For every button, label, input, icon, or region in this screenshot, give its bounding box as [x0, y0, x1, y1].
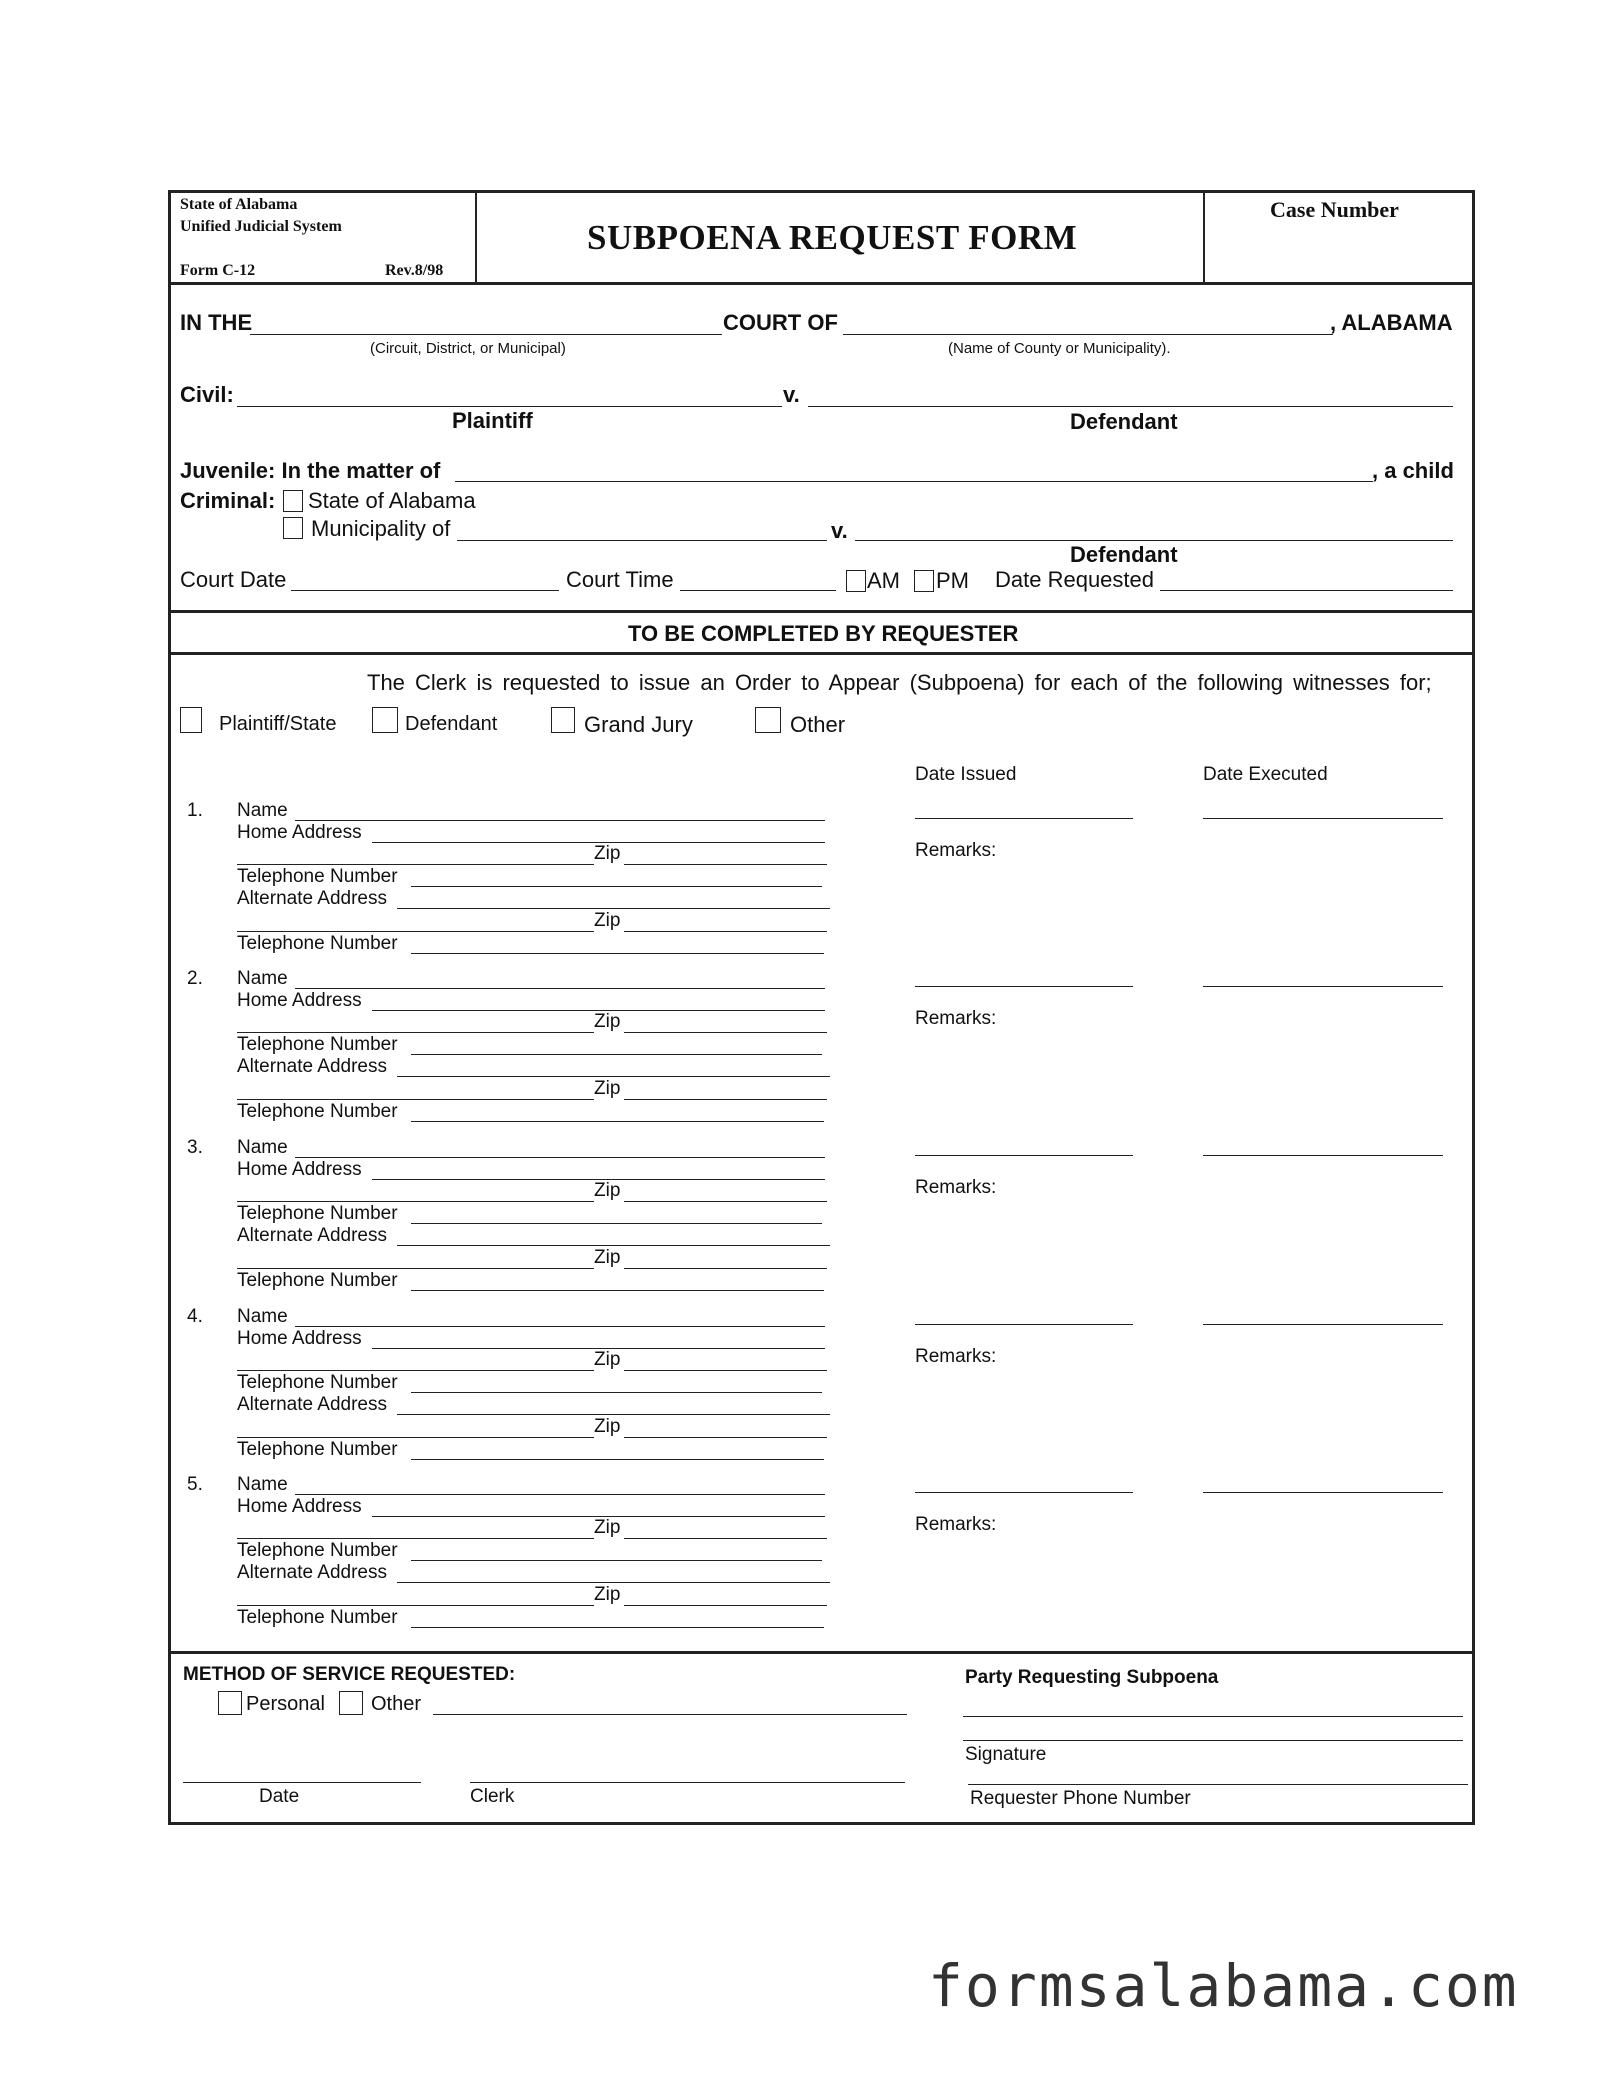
witness-zip-line[interactable]	[624, 864, 827, 865]
criminal-label: Criminal:	[180, 488, 276, 513]
county-line[interactable]	[843, 334, 1333, 335]
state-label: State of Alabama	[180, 196, 298, 213]
witness-number: 5.	[187, 1474, 203, 1495]
witness-number: 4.	[187, 1306, 203, 1327]
date-executed-line[interactable]	[1203, 986, 1443, 987]
witness-alt-zip-line[interactable]	[624, 1437, 827, 1438]
civil-v-label: v.	[783, 382, 800, 407]
witness-telephone-line[interactable]	[411, 1560, 822, 1561]
criminal-v-label: v.	[831, 518, 848, 543]
witness-alt-zip-line[interactable]	[624, 1605, 827, 1606]
witness-home-address-line-2[interactable]	[237, 1201, 594, 1202]
pm-checkbox[interactable]	[914, 570, 934, 592]
witness-alt-telephone-line[interactable]	[411, 1121, 824, 1122]
grand-jury-label: Grand Jury	[584, 712, 693, 737]
header-divider-right	[1203, 192, 1205, 282]
witness-zip-label: Zip	[594, 1349, 621, 1370]
witness-number: 1.	[187, 800, 203, 821]
witness-home-address-label: Home Address	[237, 1328, 362, 1349]
date-requested-line[interactable]	[1160, 590, 1453, 591]
witness-remarks-label: Remarks:	[915, 840, 997, 861]
other-service-line[interactable]	[433, 1714, 907, 1715]
requester-intro: The Clerk is requested to issue an Order to Appear (Subpoena) for each of the following witnesses for;	[367, 670, 1432, 695]
witness-alt-zip-line[interactable]	[624, 1099, 827, 1100]
am-checkbox[interactable]	[846, 570, 866, 592]
service-title: METHOD OF SERVICE REQUESTED:	[183, 1664, 516, 1685]
date-issued-line[interactable]	[915, 1492, 1133, 1493]
witness-alt-telephone-line[interactable]	[411, 1290, 824, 1291]
witness-zip-line[interactable]	[624, 1201, 827, 1202]
witness-alternate-address-label: Alternate Address	[237, 1225, 387, 1246]
witness-telephone-label: Telephone Number	[237, 1034, 398, 1055]
witness-number: 3.	[187, 1137, 203, 1158]
witness-remarks-label: Remarks:	[915, 1177, 997, 1198]
criminal-defendant-line[interactable]	[855, 540, 1453, 541]
clerk-line[interactable]	[470, 1782, 905, 1783]
witness-telephone-label: Telephone Number	[237, 1203, 398, 1224]
municipality-label: Municipality of	[311, 516, 451, 541]
plaintiff-caption: Plaintiff	[452, 408, 533, 433]
date-issued-line[interactable]	[915, 1324, 1133, 1325]
party-requesting-line[interactable]	[963, 1716, 1463, 1717]
service-date-label: Date	[259, 1786, 300, 1807]
witness-alt-zip-label: Zip	[594, 1078, 621, 1099]
witness-name-line[interactable]	[295, 1157, 825, 1158]
civil-label: Civil:	[180, 382, 234, 407]
other-service-label: Other	[371, 1693, 422, 1715]
date-executed-line[interactable]	[1203, 1492, 1443, 1493]
witness-telephone-label: Telephone Number	[237, 866, 398, 887]
requester-top-rule	[168, 610, 1475, 613]
court-date-line[interactable]	[291, 590, 559, 591]
date-issued-line[interactable]	[915, 818, 1133, 819]
witness-alternate-address-line[interactable]	[397, 1414, 830, 1415]
municipality-checkbox[interactable]	[283, 517, 303, 539]
witness-alternate-address-line-2[interactable]	[237, 1437, 594, 1438]
personal-label: Personal	[246, 1693, 325, 1715]
plaintiff-line[interactable]	[237, 406, 782, 407]
municipality-line[interactable]	[457, 540, 827, 541]
witness-zip-label: Zip	[594, 1011, 621, 1032]
witness-home-address-line-2[interactable]	[237, 1538, 594, 1539]
date-executed-line[interactable]	[1203, 1324, 1443, 1325]
date-requested-label: Date Requested	[995, 567, 1154, 592]
criminal-defendant-caption: Defendant	[1070, 542, 1178, 567]
witness-name-line[interactable]	[295, 1326, 825, 1327]
witness-alternate-address-line-2[interactable]	[237, 931, 594, 932]
in-the-label: IN THE	[180, 310, 253, 335]
court-type-hint: (Circuit, District, or Municipal)	[370, 340, 566, 357]
phone-line[interactable]	[968, 1784, 1468, 1785]
witness-home-address-label: Home Address	[237, 1159, 362, 1180]
requester-section-title: TO BE COMPLETED BY REQUESTER	[628, 621, 1019, 646]
a-child-label: , a child	[1372, 458, 1454, 483]
witness-alternate-address-line[interactable]	[397, 1245, 830, 1246]
witness-alt-zip-label: Zip	[594, 1416, 621, 1437]
witness-alt-telephone-label: Telephone Number	[237, 1101, 398, 1122]
witness-name-label: Name	[237, 1137, 288, 1158]
state-of-alabama-label: State of Alabama	[308, 488, 476, 513]
signature-label: Signature	[965, 1744, 1047, 1765]
requester-phone-label: Requester Phone Number	[970, 1788, 1191, 1809]
witness-alt-telephone-line[interactable]	[411, 1459, 824, 1460]
other-option-checkbox[interactable]	[755, 707, 781, 733]
other-option-label: Other	[790, 712, 846, 737]
witness-zip-line[interactable]	[624, 1032, 827, 1033]
date-issued-header: Date Issued	[915, 764, 1017, 785]
witness-home-address-label: Home Address	[237, 822, 362, 843]
court-date-label: Court Date	[180, 567, 287, 592]
witness-alt-telephone-line[interactable]	[411, 953, 824, 954]
witness-telephone-line[interactable]	[411, 1054, 822, 1055]
date-executed-line[interactable]	[1203, 1155, 1443, 1156]
witness-alt-telephone-line[interactable]	[411, 1627, 824, 1628]
form-number: Form C-12	[180, 262, 256, 279]
witness-telephone-line[interactable]	[411, 1223, 822, 1224]
witness-telephone-label: Telephone Number	[237, 1372, 398, 1393]
witness-home-address-line-2[interactable]	[237, 1032, 594, 1033]
witness-alternate-address-label: Alternate Address	[237, 1394, 387, 1415]
witness-name-label: Name	[237, 1474, 288, 1495]
date-executed-header: Date Executed	[1203, 764, 1328, 785]
party-requesting-label: Party Requesting Subpoena	[965, 1667, 1219, 1688]
alabama-label: , ALABAMA	[1330, 310, 1453, 335]
witness-alternate-address-line[interactable]	[397, 908, 830, 909]
juvenile-line[interactable]	[455, 481, 1373, 482]
witness-alt-telephone-label: Telephone Number	[237, 933, 398, 954]
system-label: Unified Judicial System	[180, 218, 342, 235]
am-label: AM	[867, 568, 900, 593]
witness-name-line[interactable]	[295, 1494, 825, 1495]
witness-remarks-label: Remarks:	[915, 1346, 997, 1367]
witness-zip-line[interactable]	[624, 1538, 827, 1539]
witness-zip-label: Zip	[594, 1180, 621, 1201]
witness-alt-telephone-label: Telephone Number	[237, 1270, 398, 1291]
court-type-line[interactable]	[250, 334, 722, 335]
grand-jury-checkbox[interactable]	[551, 707, 575, 733]
plaintiff-state-label: Plaintiff/State	[219, 713, 337, 735]
witness-telephone-line[interactable]	[411, 1392, 822, 1393]
witness-zip-label: Zip	[594, 843, 621, 864]
date-issued-line[interactable]	[915, 986, 1133, 987]
form-title: SUBPOENA REQUEST FORM	[587, 218, 1078, 257]
plaintiff-state-checkbox[interactable]	[180, 707, 202, 733]
witness-alt-zip-label: Zip	[594, 1584, 621, 1605]
header-rule	[168, 282, 1475, 285]
witness-remarks-label: Remarks:	[915, 1008, 997, 1029]
witness-alt-zip-line[interactable]	[624, 1268, 827, 1269]
witness-telephone-label: Telephone Number	[237, 1540, 398, 1561]
case-number-label: Case Number	[1270, 197, 1399, 222]
defendant-checkbox[interactable]	[372, 707, 398, 733]
pm-label: PM	[936, 568, 969, 593]
witness-alternate-address-line[interactable]	[397, 1076, 830, 1077]
revision: Rev.8/98	[385, 262, 444, 279]
witness-alt-zip-label: Zip	[594, 1247, 621, 1268]
date-executed-line[interactable]	[1203, 818, 1443, 819]
witness-name-label: Name	[237, 800, 288, 821]
other-service-checkbox[interactable]	[339, 1691, 363, 1715]
court-time-line[interactable]	[680, 590, 836, 591]
witness-alternate-address-label: Alternate Address	[237, 1562, 387, 1583]
requester-title-rule	[168, 652, 1475, 655]
service-date-line[interactable]	[183, 1782, 421, 1783]
witness-alternate-address-line[interactable]	[397, 1582, 830, 1583]
witness-alternate-address-line-2[interactable]	[237, 1099, 594, 1100]
witness-zip-label: Zip	[594, 1517, 621, 1538]
witness-alternate-address-label: Alternate Address	[237, 1056, 387, 1077]
clerk-label: Clerk	[470, 1786, 515, 1807]
witness-name-label: Name	[237, 968, 288, 989]
witness-home-address-label: Home Address	[237, 1496, 362, 1517]
witness-name-label: Name	[237, 1306, 288, 1327]
defendant-caption: Defendant	[1070, 409, 1178, 434]
defendant-line[interactable]	[808, 406, 1453, 407]
county-hint: (Name of County or Municipality).	[948, 340, 1171, 357]
witness-zip-line[interactable]	[624, 1370, 827, 1371]
witness-home-address-label: Home Address	[237, 990, 362, 1011]
juvenile-label: Juvenile: In the matter of	[180, 458, 441, 483]
witness-name-line[interactable]	[295, 820, 825, 821]
witness-home-address-line-2[interactable]	[237, 1370, 594, 1371]
witness-name-line[interactable]	[295, 988, 825, 989]
witness-alternate-address-label: Alternate Address	[237, 888, 387, 909]
witness-alt-zip-line[interactable]	[624, 931, 827, 932]
witness-telephone-line[interactable]	[411, 886, 822, 887]
witness-number: 2.	[187, 968, 203, 989]
court-of-label: COURT OF	[723, 310, 838, 335]
defendant-option-label: Defendant	[405, 713, 498, 735]
personal-checkbox[interactable]	[218, 1691, 242, 1715]
witness-alt-telephone-label: Telephone Number	[237, 1439, 398, 1460]
service-rule	[168, 1651, 1475, 1654]
witness-alt-telephone-label: Telephone Number	[237, 1607, 398, 1628]
date-issued-line[interactable]	[915, 1155, 1133, 1156]
witness-alt-zip-label: Zip	[594, 910, 621, 931]
signature-line[interactable]	[963, 1740, 1463, 1741]
witness-alternate-address-line-2[interactable]	[237, 1268, 594, 1269]
state-of-alabama-checkbox[interactable]	[283, 490, 303, 512]
watermark: formsalabama.com	[928, 1952, 1519, 2020]
witness-remarks-label: Remarks:	[915, 1514, 997, 1535]
witness-alternate-address-line-2[interactable]	[237, 1605, 594, 1606]
witness-home-address-line-2[interactable]	[237, 864, 594, 865]
court-time-label: Court Time	[566, 567, 674, 592]
header-divider-left	[475, 192, 477, 282]
